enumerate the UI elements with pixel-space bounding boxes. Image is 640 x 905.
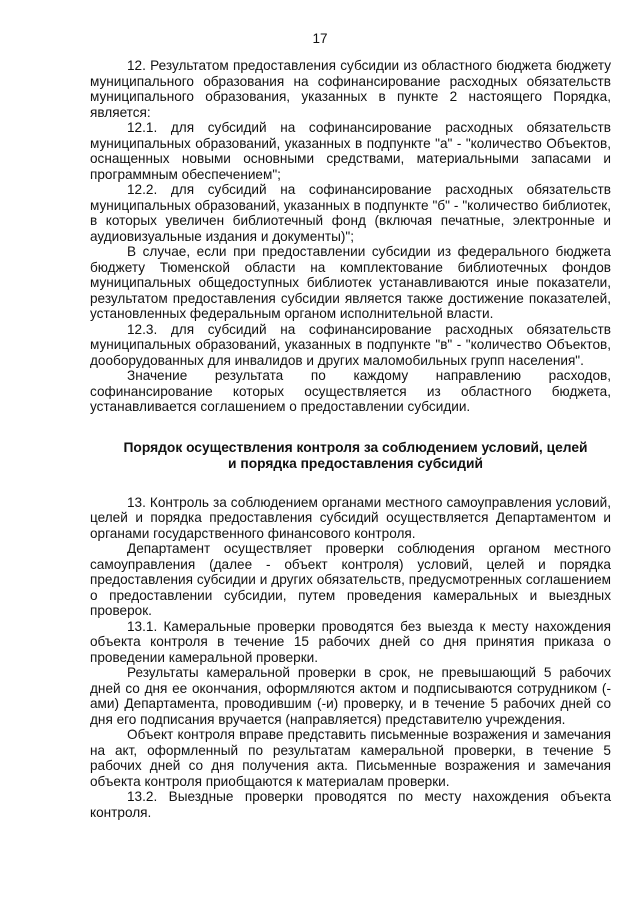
section-heading [90,440,611,472]
paragraph-12: 12. Результатом предоставления субсидии из областного бюджета бюджету муниципального образования на софинансирование расходных обязательств муниципального образования, указанных в пункте 2 настоящего Порядка, является: [90,58,611,120]
document-body [90,58,611,820]
page-number: 17 [312,31,328,46]
section-heading-line-2: и порядка предоставления субсидий [228,455,483,471]
paragraph-federal-case: В случае, если при предоставлении субсидии из федерального бюджета бюджету Тюменской области на комплектование библиотечных фондов муниципальных общедоступных библиотек устанавливаются иные показатели, результатом предоставления субсидии является также достижение показателей, установленных федеральным органом исполнительной власти. [90,244,611,321]
paragraph-13-2: 13.2. Выездные проверки проводятся по месту нахождения объекта контроля. [90,789,611,820]
section-heading-line-1: Порядок осуществления контроля за соблюдением условий, целей [123,439,588,455]
paragraph-result-value: Значение результата по каждому направлению расходов, софинансирование которых осуществляется из областного бюджета, устанавливается соглашением о предоставлении субсидии. [90,368,611,414]
paragraph-check-results: Результаты камеральной проверки в срок, не превышающий 5 рабочих дней со дня ее окончания, оформляются актом и подписываются сотрудником (-ами) Департамента, проводившим (-и) проверку, и в течение 5 рабочих дней со дня его подписания вручается (направляется) представителю учреждения. [90,665,611,727]
paragraph-13-1: 13.1. Камеральные проверки проводятся без выезда к месту нахождения объекта контроля в течение 15 рабочих дней со дня принятия приказа о проведении камеральной проверки. [90,618,611,665]
paragraph-12-2: 12.2. для субсидий на софинансирование расходных обязательств муниципальных образований, указанных в подпункте "б" - "количество библиотек, в которых увеличен библиотечный фонд (включая печатные, электронные и аудиовизуальные издания и документы)"; [90,182,611,244]
paragraph-objections: Объект контроля вправе представить письменные возражения и замечания на акт, оформленный по результатам камеральной проверки, в течение 5 рабочих дней со дня получения акта. Письменные возражения и замечания объекта контроля приобщаются к материалам проверки. [90,727,611,789]
paragraph-department-checks: Департамент осуществляет проверки соблюдения органом местного самоуправления (далее - объект контроля) условий, целей и порядка предоставления субсидии и других обязательств, предусмотренных соглашением о предоставлении субсидии, путем проведения камеральных и выездных проверок. [90,541,611,618]
paragraph-12-3: 12.3. для субсидий на софинансирование расходных обязательств муниципальных образований, указанных в подпункте "в" - "количество Объектов, дооборудованных для инвалидов и других маломобильных групп населения". [90,321,611,368]
paragraph-13: 13. Контроль за соблюдением органами местного самоуправления условий, целей и порядка предоставления субсидий осуществляется Департаментом и органами государственного финансового контроля. [90,494,611,541]
paragraph-12-1: 12.1. для субсидий на софинансирование расходных обязательств муниципальных образований, указанных в подпункте "а" - "количество Объектов, оснащенных новыми основными средствами, материальными запасами и программным обеспечением"; [90,120,611,182]
